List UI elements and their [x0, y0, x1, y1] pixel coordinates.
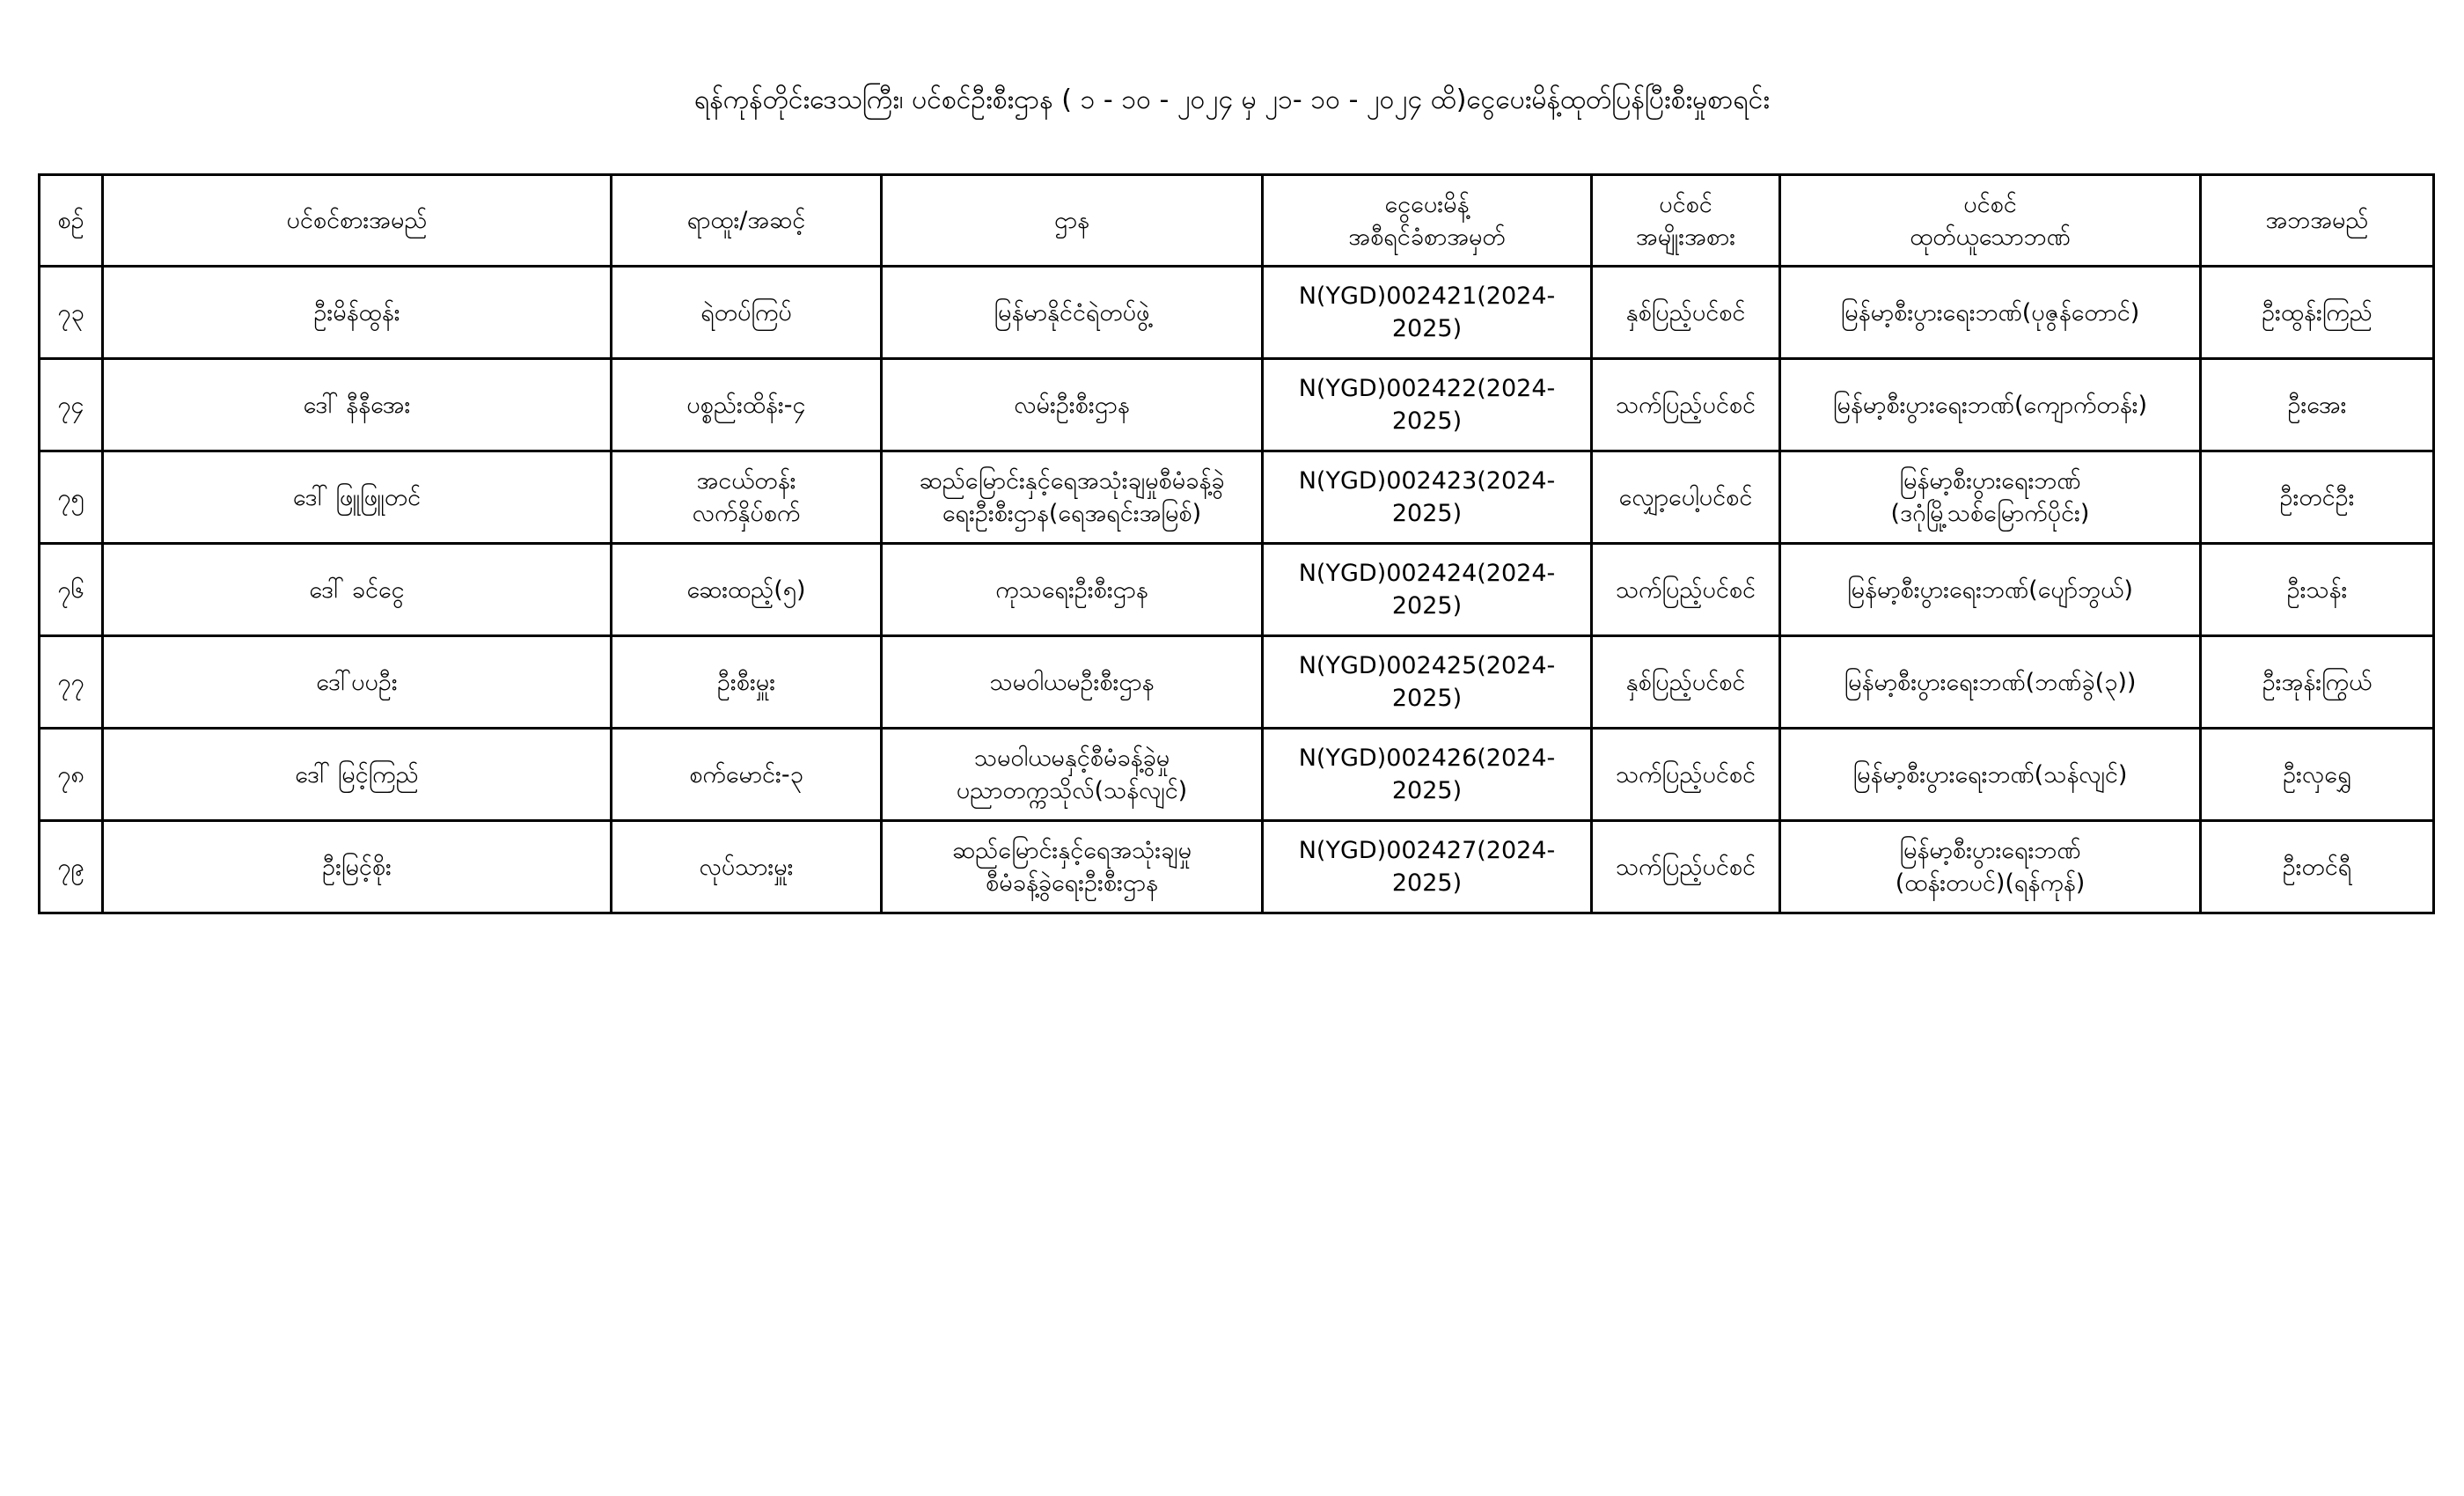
cell-text-line: ကုသရေးဦးစီးဌာန: [995, 576, 1148, 604]
cell-text-line: (ဒဂုံမြို့သစ်မြောက်ပိုင်း): [1890, 500, 2090, 527]
header-text: အစီရင်ခံစာအမှတ်: [1348, 223, 1506, 251]
table-body: [40, 267, 2434, 913]
table-header-row: [40, 175, 2434, 267]
table-row: [40, 729, 2434, 821]
cell-serial-no: ၇၆: [40, 544, 103, 636]
header-department: [882, 175, 1263, 267]
cell-text-line: စီမံခန့်ခွဲရေးဦးစီးဌာန: [986, 869, 1158, 897]
cell-father-name: ဦးတင်ဦး: [2201, 451, 2434, 544]
header-order-no: [1263, 175, 1592, 267]
table-row: [40, 636, 2434, 729]
cell-department: [882, 359, 1263, 451]
header-text: အမျိုးအစား: [1635, 223, 1736, 251]
cell-order-no: N(YGD)002421(2024-2025): [1263, 267, 1592, 359]
table-row: [40, 359, 2434, 451]
cell-pensioner-name: ဒေါ် မြင့်ကြည်: [103, 729, 612, 821]
header-text: ငွေပေးမိန့်: [1384, 190, 1470, 218]
cell-text-line: ပစ္စည်းထိန်း-၄: [686, 391, 806, 419]
cell-text-line: ဆေးထည့်(၅): [686, 576, 806, 604]
cell-father-name: ဦးလှရွှေ: [2201, 729, 2434, 821]
cell-serial-no: ၇၈: [40, 729, 103, 821]
cell-position: [612, 636, 882, 729]
cell-text-line: ဦးစီးမှူး: [716, 668, 776, 696]
cell-text-line: လုပ်သားမှူး: [699, 853, 794, 881]
table-row: [40, 544, 2434, 636]
cell-pensioner-name: ဦးမြင့်စိုး: [103, 821, 612, 913]
cell-pension-type: နှစ်ပြည့်ပင်စင်: [1592, 636, 1780, 729]
cell-text-line: စက်မောင်း-၃: [689, 760, 803, 788]
cell-text-line: လက်နှိပ်စက်: [692, 500, 801, 527]
header-father-name: [2201, 175, 2434, 267]
header-text: ရာထူး/အဆင့်: [686, 207, 806, 234]
cell-bank: [1780, 544, 2201, 636]
header-bank: [1780, 175, 2201, 267]
cell-text-line: မြန်မာနိုင်ငံရဲတပ်ဖွဲ့: [994, 298, 1150, 326]
cell-bank: [1780, 636, 2201, 729]
header-text: စဉ်: [57, 207, 84, 234]
cell-order-no: N(YGD)002425(2024-2025): [1263, 636, 1592, 729]
cell-position: [612, 267, 882, 359]
header-text: ပင်စင်: [1963, 190, 2017, 218]
header-position: [612, 175, 882, 267]
pension-register-table: [38, 173, 2435, 914]
cell-father-name: ဦးတင်ရီ: [2201, 821, 2434, 913]
header-pensioner-name: [103, 175, 612, 267]
cell-bank: [1780, 821, 2201, 913]
cell-bank: [1780, 451, 2201, 544]
cell-text-line: မြန်မာ့စီးပွားရေးဘဏ်: [1899, 837, 2081, 864]
cell-serial-no: ၇၄: [40, 359, 103, 451]
cell-department: [882, 451, 1263, 544]
cell-department: [882, 544, 1263, 636]
cell-serial-no: ၇၉: [40, 821, 103, 913]
cell-bank: [1780, 359, 2201, 451]
header-text: ထုတ်ယူသောဘဏ်: [1910, 223, 2071, 251]
header-pension-type: [1592, 175, 1780, 267]
cell-pension-type: လျှော့ပေါ့ပင်စင်: [1592, 451, 1780, 544]
cell-order-no: N(YGD)002427(2024-2025): [1263, 821, 1592, 913]
cell-text-line: သမဝါယမဦးစီးဌာန: [989, 668, 1155, 696]
cell-text-line: သမဝါယမနှင့်စီမံခန့်ခွဲမှု: [973, 744, 1170, 772]
cell-pension-type: နှစ်ပြည့်ပင်စင်: [1592, 267, 1780, 359]
cell-pensioner-name: ဒေါ် နီနီအေး: [103, 359, 612, 451]
cell-father-name: ဦးသန်း: [2201, 544, 2434, 636]
cell-bank: [1780, 267, 2201, 359]
cell-department: [882, 729, 1263, 821]
cell-father-name: ဦးအုန်းကြွယ်: [2201, 636, 2434, 729]
cell-text-line: (ထန်းတပင်)(ရန်ကုန်): [1895, 869, 2086, 897]
cell-text-line: ရေးဦးစီးဌာန(ရေအရင်းအမြစ်): [942, 500, 1202, 527]
cell-pensioner-name: ဒေါ် ဖြူဖြူတင်: [103, 451, 612, 544]
cell-position: [612, 821, 882, 913]
cell-text-line: မြန်မာ့စီးပွားရေးဘဏ်: [1899, 467, 2081, 495]
cell-text-line: မြန်မာ့စီးပွားရေးဘဏ်(ကျောက်တန်း): [1832, 391, 2148, 419]
table-row: [40, 451, 2434, 544]
cell-text-line: အငယ်တန်း: [696, 467, 796, 495]
cell-text-line: ရဲတပ်ကြပ်: [700, 298, 792, 326]
cell-text-line: မြန်မာ့စီးပွားရေးဘဏ်(သန်လျင်): [1852, 760, 2128, 788]
cell-pensioner-name: ဒေါ် ခင်ငွေ: [103, 544, 612, 636]
cell-pension-type: သက်ပြည့်ပင်စင်: [1592, 359, 1780, 451]
cell-position: [612, 451, 882, 544]
header-text: အဘအမည်: [2265, 207, 2369, 234]
cell-order-no: N(YGD)002423(2024-2025): [1263, 451, 1592, 544]
cell-serial-no: ၇၇: [40, 636, 103, 729]
header-serial-no: [40, 175, 103, 267]
cell-pension-type: သက်ပြည့်ပင်စင်: [1592, 821, 1780, 913]
cell-text-line: မြန်မာ့စီးပွားရေးဘဏ်(ပုဇွန်တောင်): [1840, 298, 2140, 326]
cell-bank: [1780, 729, 2201, 821]
cell-serial-no: ၇၅: [40, 451, 103, 544]
cell-text-line: ဆည်မြောင်းနှင့်ရေအသုံးချမှုစီမံခန့်ခွဲ: [919, 467, 1225, 495]
header-text: ပင်စင်စားအမည်: [286, 207, 428, 234]
cell-pensioner-name: ဒေါ်ပပဦး: [103, 636, 612, 729]
cell-order-no: N(YGD)002424(2024-2025): [1263, 544, 1592, 636]
cell-pension-type: သက်ပြည့်ပင်စင်: [1592, 544, 1780, 636]
cell-pensioner-name: ဦးမိန်ထွန်း: [103, 267, 612, 359]
cell-text-line: မြန်မာ့စီးပွားရေးဘဏ်(ပျော်ဘွယ်): [1847, 576, 2133, 604]
cell-text-line: မြန်မာ့စီးပွားရေးဘဏ်(ဘဏ်ခွဲ(၃)): [1844, 668, 2137, 696]
cell-department: [882, 821, 1263, 913]
cell-position: [612, 544, 882, 636]
cell-father-name: ဦးအေး: [2201, 359, 2434, 451]
header-text: ဌာန: [1053, 207, 1090, 234]
page-title: ရန်ကုန်တိုင်းဒေသကြီး၊ ပင်စင်ဦးစီးဌာန ( ၁ - ၁၀ - ၂၀၂၄ မှ ၂၁- ၁၀ - ၂၀၂၄ ထိ)ငွေပေးမိန့်ထုတ်ပြန်ပြီးစီးမှုစာရင်း: [694, 84, 1770, 115]
cell-department: [882, 267, 1263, 359]
cell-serial-no: ၇၃: [40, 267, 103, 359]
cell-father-name: ဦးထွန်းကြည်: [2201, 267, 2434, 359]
cell-text-line: ဆည်မြောင်းနှင့်ရေအသုံးချမှု: [951, 837, 1192, 864]
cell-text-line: ပညာတက္ကသိုလ်(သန်လျင်): [956, 777, 1188, 804]
table-row: [40, 267, 2434, 359]
table-row: [40, 821, 2434, 913]
cell-position: [612, 359, 882, 451]
cell-order-no: N(YGD)002426(2024-2025): [1263, 729, 1592, 821]
cell-department: [882, 636, 1263, 729]
cell-position: [612, 729, 882, 821]
cell-order-no: N(YGD)002422(2024-2025): [1263, 359, 1592, 451]
cell-pension-type: သက်ပြည့်ပင်စင်: [1592, 729, 1780, 821]
header-text: ပင်စင်: [1659, 190, 1712, 218]
cell-text-line: လမ်းဦးစီးဌာန: [1014, 391, 1130, 419]
